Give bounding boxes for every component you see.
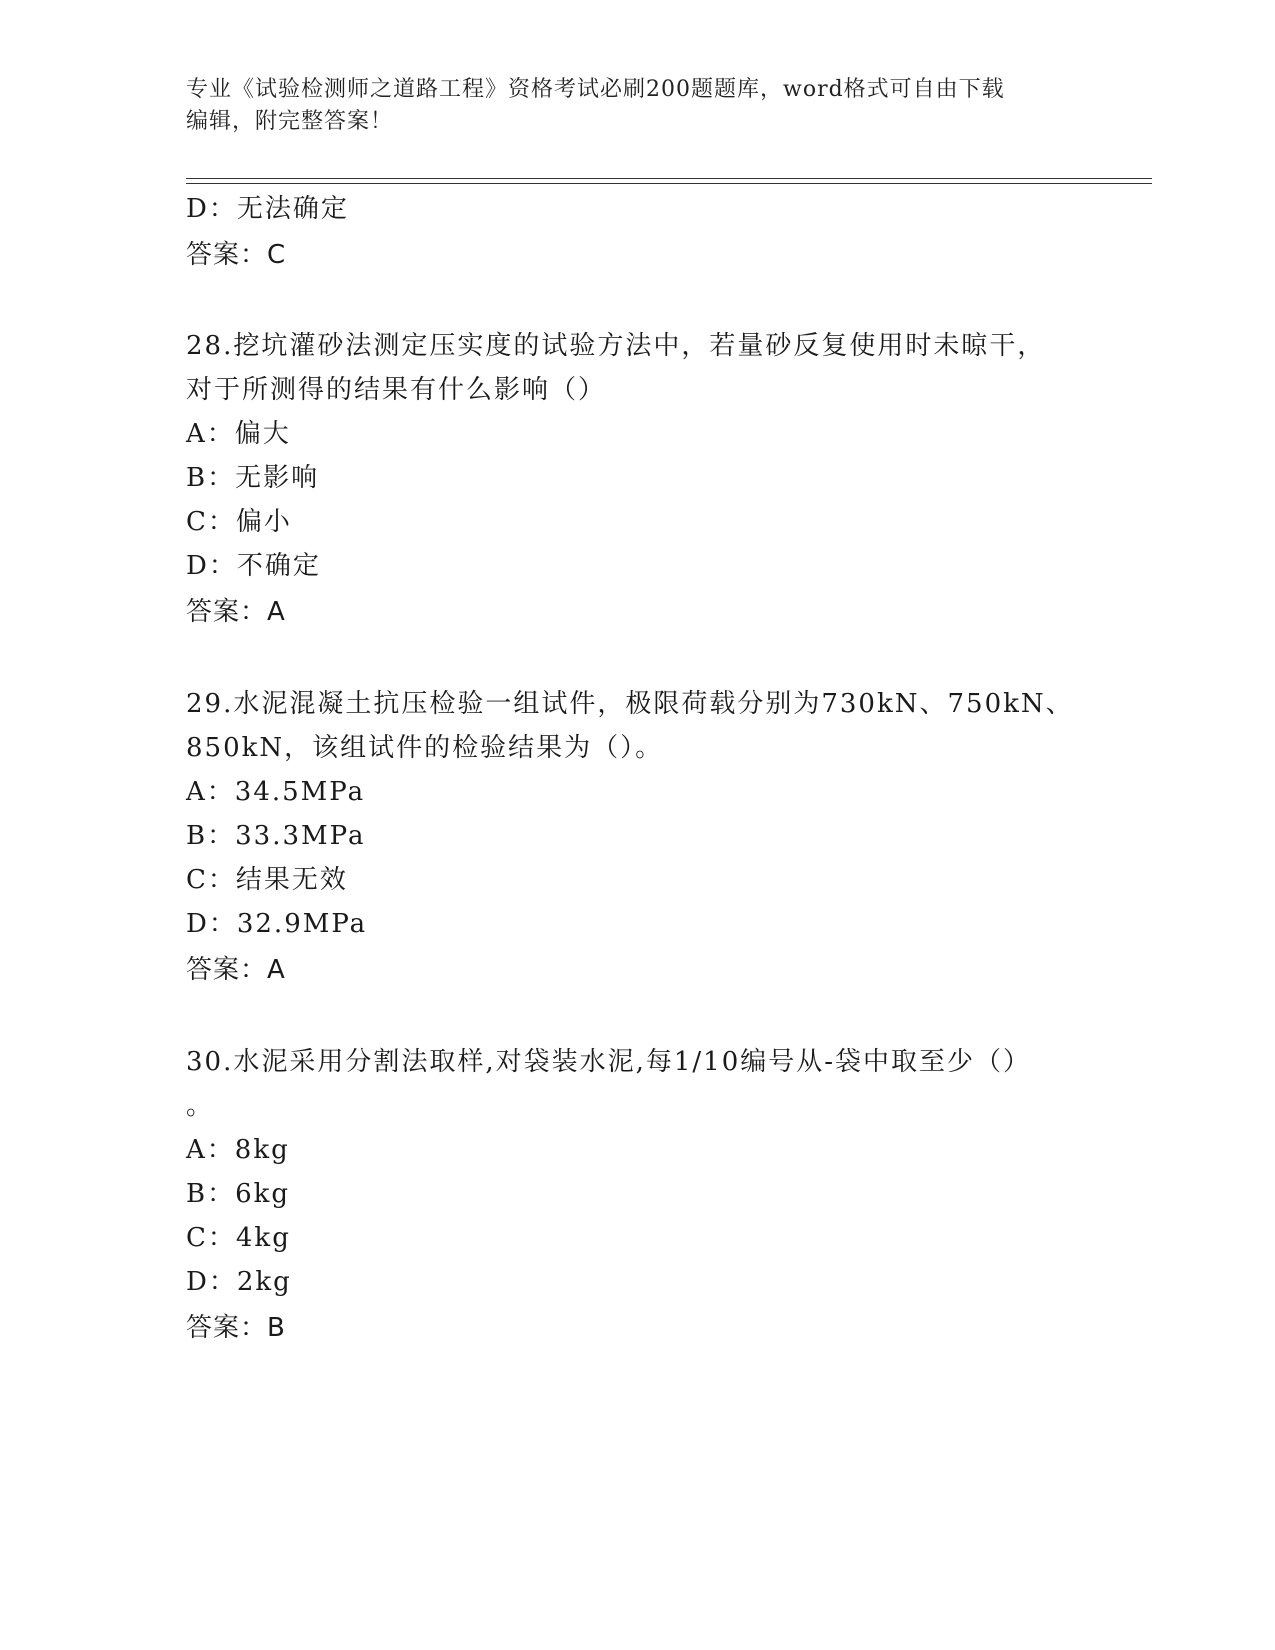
question-29-stem-line-1: 29.水泥混凝土抗压检验一组试件，极限荷载分别为730kN、750kN、 (186, 689, 1074, 719)
question-28-stem-line-1: 28.挖坑灌砂法测定压实度的试验方法中，若量砂反复使用时未晾干， (186, 331, 1046, 361)
question-29-answer: 答案：A (186, 955, 286, 985)
question-30-stem-line-2: 。 (186, 1091, 215, 1121)
question-28-answer: 答案：A (186, 597, 286, 627)
question-28-option-c: C：偏小 (186, 507, 292, 537)
document-header (186, 74, 1086, 138)
question-29-stem-line-2: 850kN，该组试件的检验结果为（）。 (186, 733, 664, 763)
question-30-option-d: D：2kg (186, 1267, 292, 1297)
question-28-option-d: D：不确定 (186, 551, 321, 581)
prev-question-option-d: D：无法确定 (186, 194, 349, 224)
question-30-option-a: A：8kg (186, 1135, 290, 1165)
header-divider-bottom (186, 183, 1152, 184)
question-29-option-c: C：结果无效 (186, 865, 348, 895)
question-28-stem-line-2: 对于所测得的结果有什么影响（） (186, 375, 607, 405)
prev-question-answer: 答案：C (186, 240, 287, 270)
question-30-option-b: B：6kg (186, 1179, 291, 1209)
header-divider-top (186, 178, 1152, 179)
question-29-option-d: D：32.9MPa (186, 909, 368, 939)
question-28-option-b: B：无影响 (186, 463, 320, 493)
header-line-2: 编辑，附完整答案！ (186, 109, 394, 134)
question-30-answer: 答案：B (186, 1313, 286, 1343)
question-29-option-a: A：34.5MPa (186, 777, 366, 807)
question-28-option-a: A：偏大 (186, 419, 291, 449)
question-29-option-b: B：33.3MPa (186, 821, 366, 851)
question-30-stem-line-1: 30.水泥采用分割法取样,对袋装水泥,每1/10编号从-袋中取至少（） (186, 1047, 1032, 1077)
question-30-option-c: C：4kg (186, 1223, 291, 1253)
header-line-1: 专业《试验检测师之道路工程》资格考试必刷200题题库，word格式可自由下载 (186, 77, 1005, 102)
